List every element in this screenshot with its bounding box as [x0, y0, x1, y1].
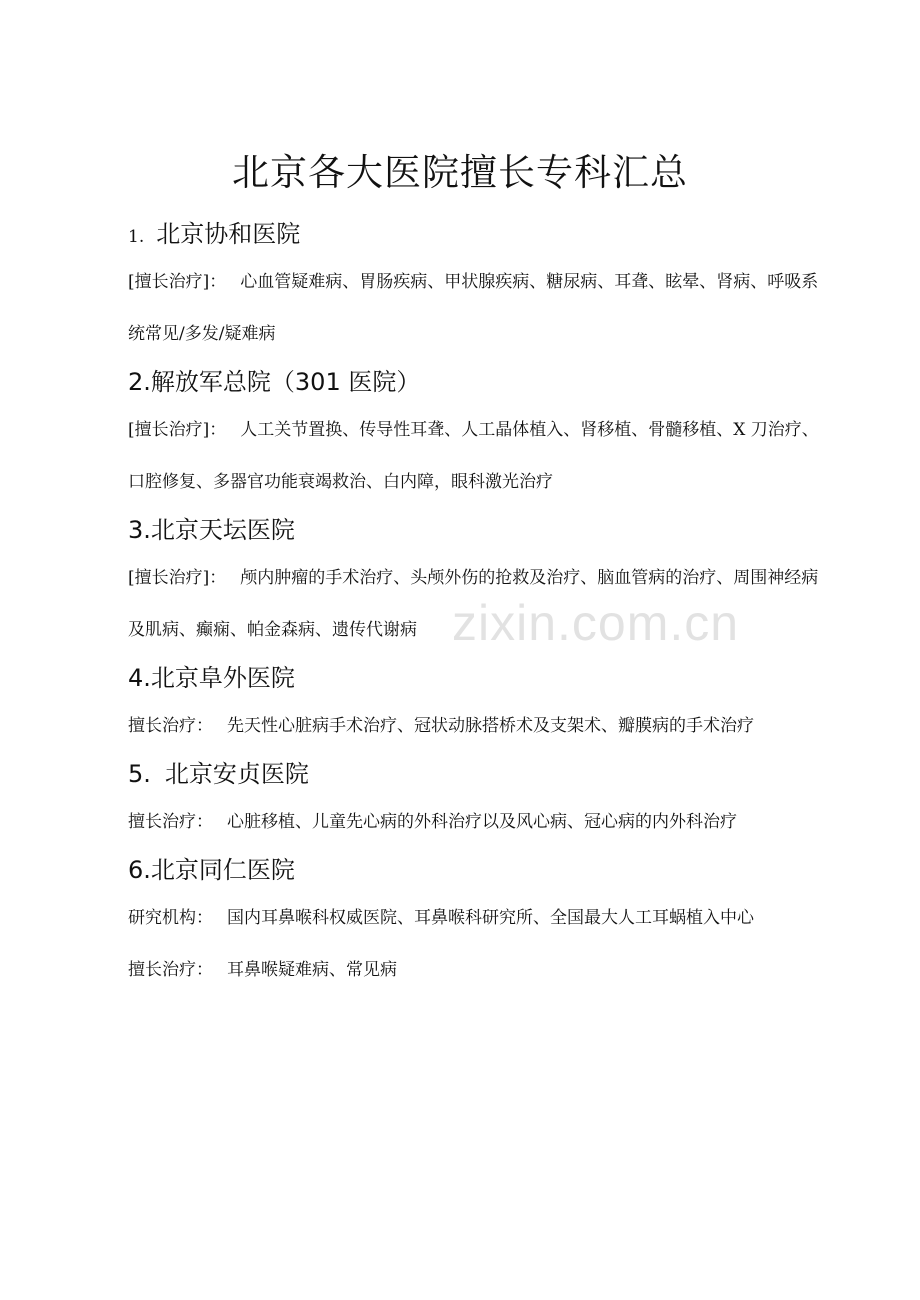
- section-heading: [128, 360, 828, 404]
- section-paragraph: [128, 892, 828, 944]
- paragraph-text: 颅内肿瘤的手术治疗、头颅外伤的抢救及治疗、脑血管病的治疗、周围神经病及肌病、癫痫、帕金森病、遗传代谢病: [128, 568, 819, 640]
- section-title: 北京同仁医院: [150, 856, 295, 884]
- section-tiantan: [128, 508, 828, 656]
- section-title: 北京安贞医院: [164, 760, 309, 788]
- paragraph-label: [擅长治疗]：: [128, 568, 227, 588]
- paragraph-label: 擅长治疗：: [128, 960, 213, 980]
- paragraph-label: [擅长治疗]：: [128, 272, 227, 292]
- section-title: 北京阜外医院: [150, 664, 295, 692]
- paragraph-label: 擅长治疗：: [128, 716, 213, 736]
- section-number: 1.: [128, 227, 145, 247]
- section-paragraph: [128, 256, 828, 360]
- section-title: 北京协和医院: [156, 220, 301, 248]
- paragraph-label: 研究机构：: [128, 908, 213, 928]
- section-paragraph: [128, 404, 828, 508]
- section-heading: [128, 212, 828, 256]
- section-number: 4.: [128, 664, 151, 692]
- section-fuwai: [128, 656, 828, 752]
- section-title: 北京天坛医院: [150, 516, 295, 544]
- paragraph-label: [擅长治疗]：: [128, 420, 227, 440]
- document-body: [128, 212, 828, 996]
- section-heading: [128, 752, 828, 796]
- section-paragraph: [128, 796, 828, 848]
- paragraph-text: 人工关节置换、传导性耳聋、人工晶体植入、肾移植、骨髓移植、X 刀治疗、口腔修复、多器官功能衰竭救治、白内障，眼科激光治疗: [128, 420, 819, 492]
- section-number: 2.: [128, 368, 151, 396]
- section-number: 6.: [128, 856, 151, 884]
- section-heading: [128, 848, 828, 892]
- section-heading: [128, 508, 828, 552]
- paragraph-text: 心血管疑难病、胃肠疾病、甲状腺疾病、糖尿病、耳聋、眩晕、肾病、呼吸系统常见/多发/疑难病: [128, 272, 819, 344]
- section-tongren: [128, 848, 828, 996]
- section-number: 5.: [128, 760, 151, 788]
- section-title: 解放军总院（301 医院）: [150, 368, 421, 396]
- section-paragraph: [128, 552, 828, 656]
- section-pla-general: [128, 360, 828, 508]
- watermark: zixin.com.cn: [452, 595, 740, 651]
- section-paragraph: [128, 700, 828, 752]
- document-title: 北京各大医院擅长专科汇总: [232, 151, 688, 194]
- paragraph-text: 先天性心脏病手术治疗、冠状动脉搭桥术及支架术、瓣膜病的手术治疗: [227, 716, 754, 736]
- section-paragraph: [128, 944, 828, 996]
- paragraph-text: 国内耳鼻喉科权威医院、耳鼻喉科研究所、全国最大人工耳蜗植入中心: [227, 908, 754, 928]
- paragraph-text: 耳鼻喉疑难病、常见病: [227, 960, 397, 980]
- paragraph-label: 擅长治疗：: [128, 812, 213, 832]
- section-anzhen: [128, 752, 828, 848]
- section-heading: [128, 656, 828, 700]
- paragraph-text: 心脏移植、儿童先心病的外科治疗以及风心病、冠心病的内外科治疗: [227, 812, 737, 832]
- section-peking-union: [128, 212, 828, 360]
- section-number: 3.: [128, 516, 151, 544]
